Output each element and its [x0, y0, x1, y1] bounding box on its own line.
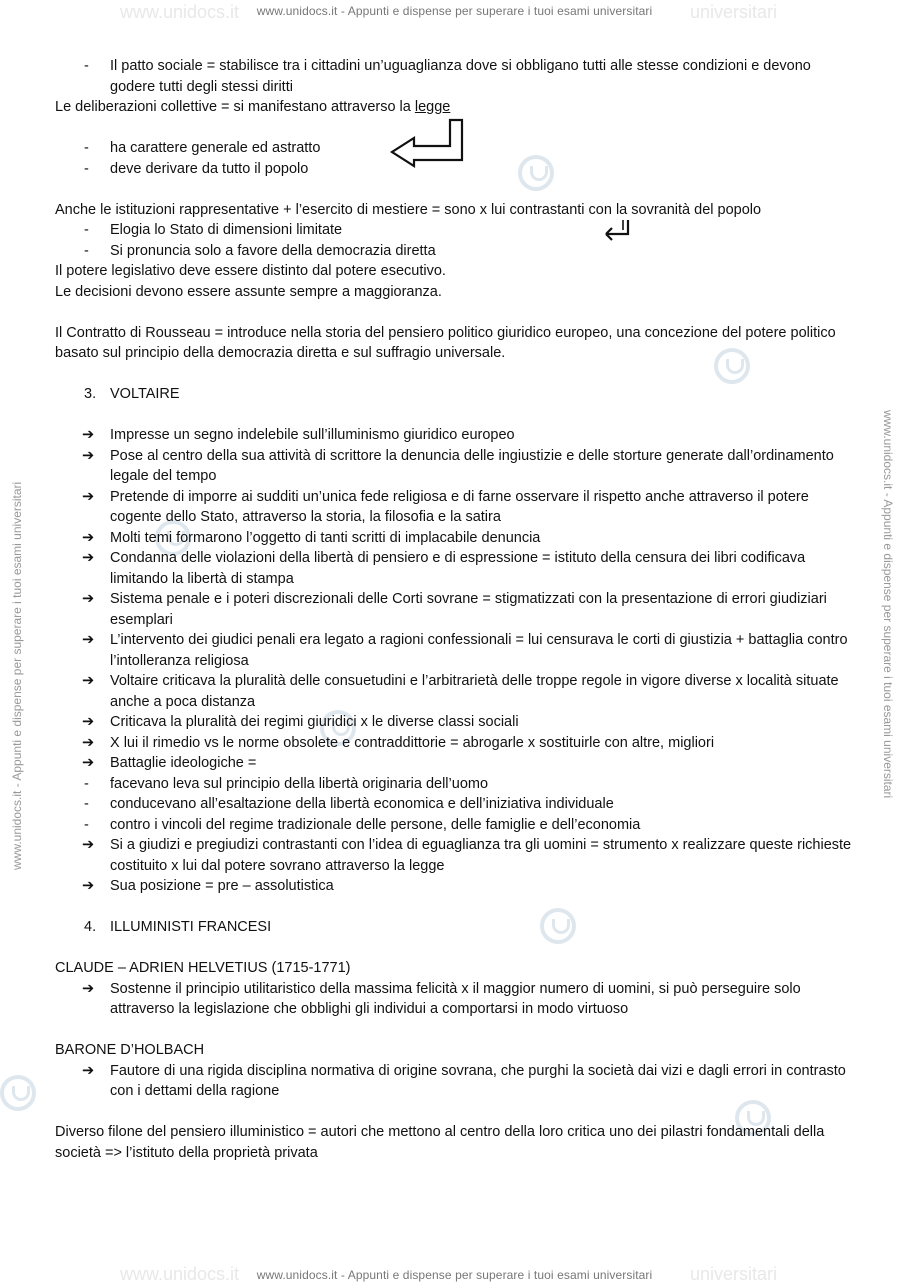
list-item: - Si pronuncia solo a favore della democrazia diretta — [84, 242, 436, 259]
footer-watermark: www.unidocs.it - Appunti e dispense per superare i tuoi esami universitari — [256, 1268, 653, 1282]
arrow-right-icon: ➔ — [82, 734, 95, 751]
paragraph: Il Contratto di Rousseau = introduce nella storia del pensiero politico giuridico europeo, una concezione del potere politico basato sul principio della democrazia diretta e sul suffragio universale. — [55, 324, 836, 361]
arrow-right-icon: ➔ — [82, 980, 95, 997]
ghost-watermark-bottom-right: universitari — [690, 1264, 778, 1284]
section-heading: 4. ILLUMINISTI FRANCESI — [84, 919, 272, 935]
ghost-watermark-bottom: www.unidocs.it — [120, 1264, 240, 1284]
right-side-watermark: www.unidocs.it - Appunti e dispense per superare i tuoi esami universitari — [881, 410, 895, 799]
arrow-point: ➔ Battaglie ideologiche = — [55, 753, 855, 774]
paragraph: Le decisioni devono essere assunte sempre a maggioranza. — [55, 283, 442, 300]
arrow-right-icon: ➔ — [82, 714, 95, 730]
arrow-right-icon: ➔ — [82, 591, 95, 607]
arrow-point: ➔ Sistema penale e i poteri discrezionali delle Corti sovrane = stigmatizzati con la presentazione di errori giudiziari esemplari — [82, 591, 827, 628]
arrow-point: ➔ Impresse un segno indelebile sull’illuminismo giuridico europeo — [55, 425, 855, 446]
paragraph: Anche le istituzioni rappresentative + l’esercito di mestiere = sono x lui contrastanti con la sovranità del popolo — [55, 201, 762, 218]
arrow-point: ➔ Pretende di imporre ai sudditi un’unica fede religiosa e di farne osservare il rispetto anche attraverso il potere cogente dello Stato, attraverso la storia, la filosofia e la satira — [82, 488, 809, 525]
left-side-watermark: www.unidocs.it - Appunti e dispense per superare i tuoi esami universitari — [10, 481, 24, 870]
document-body — [55, 56, 855, 1163]
paragraph: Diverso filone del pensiero illuministico = autori che mettono al centro della loro critica uno dei pilastri fondamentali della società => l’istituto della proprietà privata — [55, 1124, 825, 1161]
paragraph: Le deliberazioni collettive = si manifestano attraverso la legge — [55, 99, 451, 115]
arrow-point: ➔ X lui il rimedio vs le norme obsolete e contraddittorie = abrogarle x sostituirle con altre, migliori — [55, 733, 855, 754]
subheading: BARONE D’HOLBACH — [55, 1042, 205, 1058]
header-watermark: www.unidocs.it - Appunti e dispense per superare i tuoi esami universitari — [256, 4, 653, 18]
unidocs-logo-icon — [0, 1075, 36, 1111]
subheading: CLAUDE – ADRIEN HELVETIUS (1715-1771) — [55, 960, 351, 976]
list-item: - conducevano all’esaltazione della libertà economica e dell’iniziativa individuale — [84, 796, 614, 812]
legge-word: legge — [414, 99, 451, 115]
arrow-right-icon: ➔ — [82, 529, 95, 546]
paragraph: Il potere legislativo deve essere distinto dal potere esecutivo. — [55, 263, 446, 279]
list-item: - contro i vincoli del regime tradizionale delle persone, delle famiglie e dell’economia — [84, 816, 641, 833]
arrow-right-icon: ➔ — [82, 550, 95, 566]
list-item: - Il patto sociale = stabilisce tra i cittadini un’uguaglianza dove si obbligano tutti alle stesse condizioni e devono godere tutti degli stessi diritti — [84, 58, 811, 95]
list-item: - Elogia lo Stato di dimensioni limitate — [84, 222, 343, 238]
arrow-right-icon: ➔ — [82, 878, 95, 894]
arrow-point: ➔ Sua posizione = pre – assolutistica — [55, 876, 855, 897]
arrow-point: ➔ Voltaire criticava la pluralità delle consuetudini e l’arbitrarietà delle troppe regole in vigore diverse x località situate anche a poca distanza — [82, 673, 839, 710]
arrow-point: ➔ Molti temi formarono l’oggetto di tanti scritti di implacabile denuncia — [55, 528, 855, 549]
list-item: - facevano leva sul principio della libertà originaria dell’uomo — [84, 775, 489, 792]
section-heading: 3. VOLTAIRE — [84, 386, 180, 402]
ghost-watermark-top: www.unidocs.it — [120, 2, 240, 22]
arrow-right-icon: ➔ — [82, 447, 95, 464]
list-item: - ha carattere generale ed astratto — [84, 140, 321, 156]
arrow-right-icon: ➔ — [82, 755, 95, 771]
arrow-point: ➔ Criticava la pluralità dei regimi giuridici x le diverse classi sociali — [55, 712, 855, 733]
arrow-right-icon: ➔ — [82, 673, 95, 689]
arrow-point: ➔ Condanna delle violazioni della libertà di pensiero e di espressione = istituto della censura dei libri codificava limitando la libertà di stampa — [82, 550, 806, 587]
arrow-point: ➔ Fautore di una rigida disciplina normativa di origine sovrana, che purghi la società dai vizi e dagli errori in contrasto con i dettami della ragione — [82, 1062, 846, 1099]
arrow-right-icon: ➔ — [82, 632, 95, 648]
arrow-point: ➔ Sostenne il principio utilitaristico della massima felicità x il maggior numero di uomini, si può perseguire solo attraverso la legislazione che obblighi gli individui a comportarsi in modo virtuoso — [82, 980, 801, 1017]
arrow-point: ➔ L’intervento dei giudici penali era legato a ragioni confessionali = lui censurava le corti di giustizia + battaglia contro l’intolleranza religiosa — [82, 632, 848, 669]
list-item: - deve derivare da tutto il popolo — [84, 160, 309, 177]
arrow-point: ➔ Pose al centro della sua attività di scrittore la denuncia delle ingiustizie e delle storture generate dall’ordinamento legale del tempo — [82, 447, 834, 484]
arrow-right-icon: ➔ — [82, 427, 95, 443]
ghost-watermark-top-right: universitari — [690, 2, 778, 22]
arrow-right-icon: ➔ — [82, 837, 95, 853]
arrow-point: ➔ Si a giudizi e pregiudizi contrastanti con l’idea di eguaglianza tra gli uomini = strumento x realizzare queste richieste costituito x lui dal potere sovrano attraverso la legge — [82, 837, 852, 874]
arrow-right-icon: ➔ — [82, 488, 95, 505]
arrow-right-icon: ➔ — [82, 1062, 95, 1079]
